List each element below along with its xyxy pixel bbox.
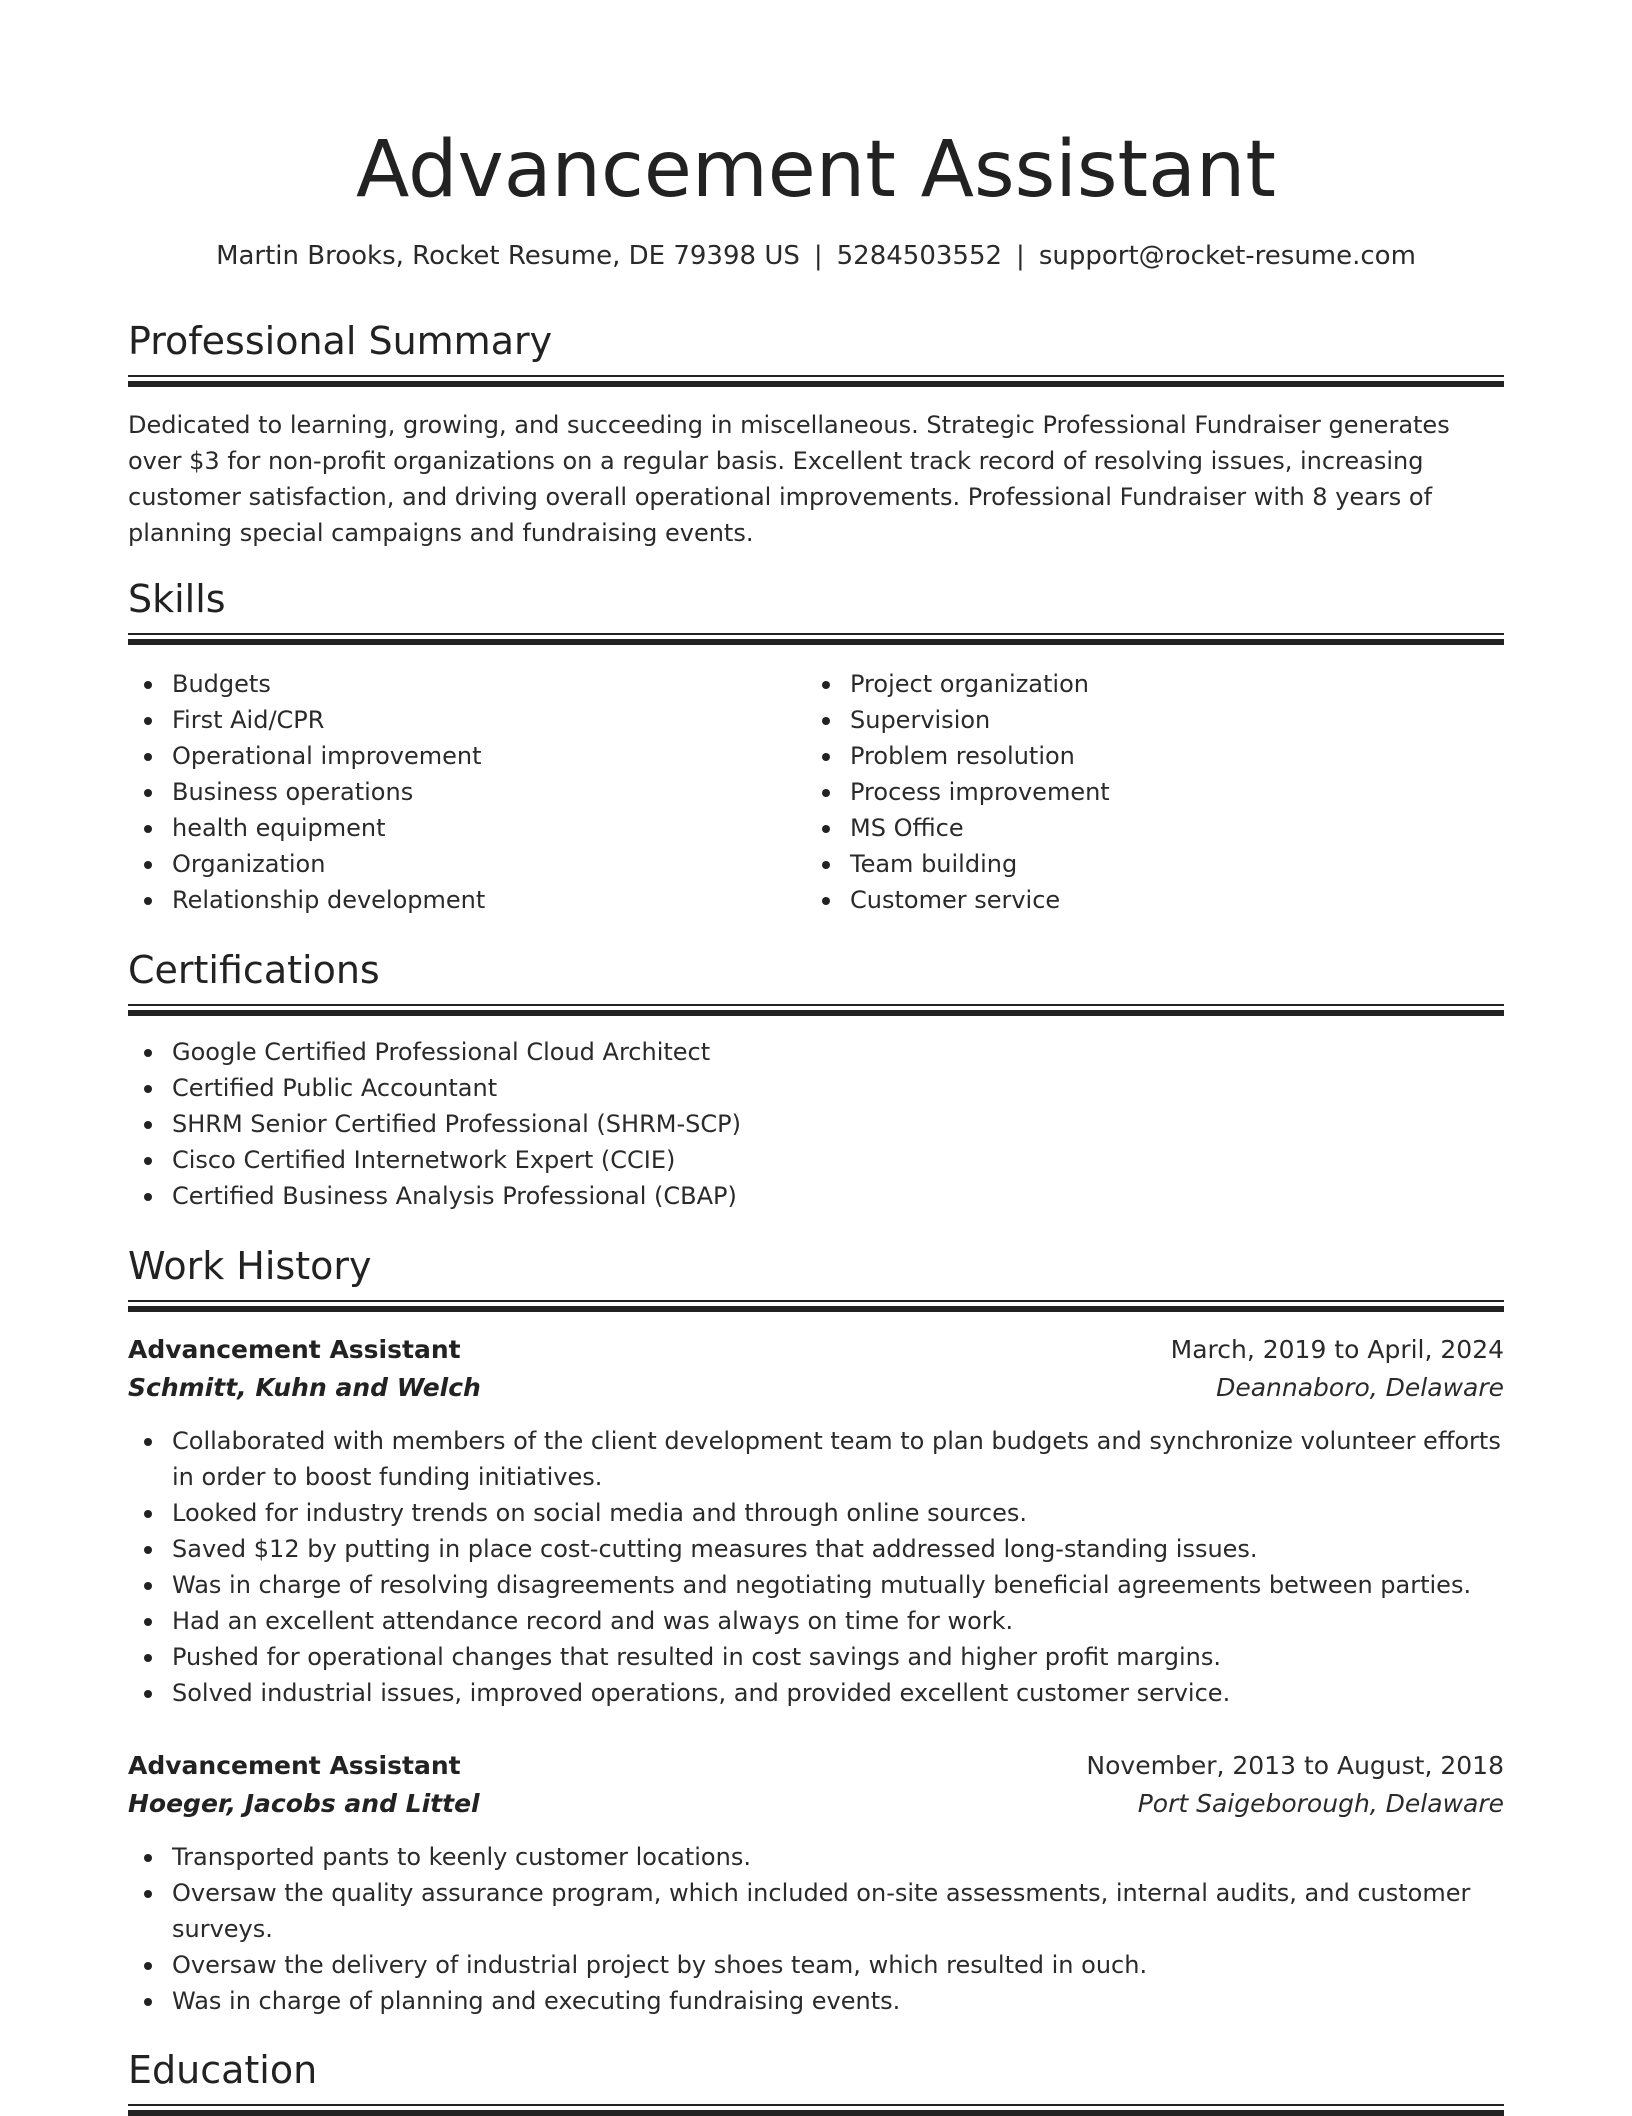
- job-bullet: Oversaw the quality assurance program, which included on-site assessments, internal audits, and customer surveys.: [172, 1875, 1504, 1947]
- job-bullets: [128, 1423, 1504, 1711]
- job-dates: March, 2019 to April, 2024: [1170, 1335, 1504, 1364]
- certification-item: Google Certified Professional Cloud Architect: [172, 1034, 1504, 1070]
- job-company: Hoeger, Jacobs and Littel: [128, 1789, 480, 1818]
- skill-item: Relationship development: [172, 882, 812, 918]
- summary-heading: Professional Summary: [128, 319, 553, 363]
- contact-email[interactable]: support@rocket-resume.com: [1038, 241, 1416, 271]
- skill-item: Project organization: [850, 666, 1490, 702]
- skill-item: Budgets: [172, 666, 812, 702]
- skill-item: First Aid/CPR: [172, 702, 812, 738]
- certifications-heading: Certifications: [128, 948, 380, 992]
- skill-item: health equipment: [172, 810, 812, 846]
- work-section-header: [128, 1242, 1504, 1312]
- skill-item: Operational improvement: [172, 738, 812, 774]
- section-divider: [128, 1300, 1504, 1312]
- job-bullet: Had an excellent attendance record and was always on time for work.: [172, 1603, 1504, 1639]
- job-bullet: Was in charge of resolving disagreements and negotiating mutually beneficial agreements between parties.: [172, 1567, 1504, 1603]
- skill-item: Process improvement: [850, 774, 1490, 810]
- certification-item: SHRM Senior Certified Professional (SHRM-SCP): [172, 1106, 1504, 1142]
- job-title: Advancement Assistant: [128, 1335, 461, 1364]
- job-bullets: [128, 1839, 1504, 2019]
- skill-item: Team building: [850, 846, 1490, 882]
- education-heading: Education: [128, 2048, 318, 2092]
- section-divider: [128, 1004, 1504, 1016]
- education-section-header: [128, 2046, 1504, 2116]
- section-divider: [128, 633, 1504, 645]
- contact-address: Martin Brooks, Rocket Resume, DE 79398 US: [216, 241, 800, 271]
- skills-section-header: [128, 575, 1504, 645]
- work-heading: Work History: [128, 1244, 372, 1288]
- section-divider: [128, 375, 1504, 387]
- certification-item: Certified Public Accountant: [172, 1070, 1504, 1106]
- skill-item: Business operations: [172, 774, 812, 810]
- contact-separator: |: [1016, 241, 1025, 271]
- job-subheader-row: [128, 1785, 1504, 1823]
- job-header-row: [128, 1747, 1504, 1785]
- certification-item: Certified Business Analysis Professional (CBAP): [172, 1178, 1504, 1214]
- skill-item: Organization: [172, 846, 812, 882]
- job-company: Schmitt, Kuhn and Welch: [128, 1373, 481, 1402]
- job-bullet: Looked for industry trends on social media and through online sources.: [172, 1495, 1504, 1531]
- skills-list-right: [806, 666, 1490, 918]
- skill-item: Customer service: [850, 882, 1490, 918]
- job-bullet: Oversaw the delivery of industrial project by shoes team, which resulted in ouch.: [172, 1947, 1504, 1983]
- job-bullet: Collaborated with members of the client development team to plan budgets and synchronize volunteer efforts in order to boost funding initiatives.: [172, 1423, 1504, 1495]
- certifications-list: [128, 1034, 1504, 1214]
- skills-list-left: [128, 666, 812, 918]
- job-bullet: Saved $12 by putting in place cost-cutting measures that addressed long-standing issues.: [172, 1531, 1504, 1567]
- contact-separator: |: [813, 241, 823, 271]
- summary-text: Dedicated to learning, growing, and succeeding in miscellaneous. Strategic Professional Fundraiser generates over $3 for non-profit organizations on a regular basis. Excellent track record of resolving issues, increasing customer satisfaction, and driving overall operational improvements. Professional Fundraiser with 8 years of planning special campaigns and fundraising events.: [128, 411, 1450, 547]
- contact-phone: 5284503552: [836, 241, 1003, 271]
- skill-item: Problem resolution: [850, 738, 1490, 774]
- certification-item: Cisco Certified Internetwork Expert (CCIE): [172, 1142, 1504, 1178]
- section-divider: [128, 2104, 1504, 2116]
- job-header-row: [128, 1331, 1504, 1369]
- job-subheader-row: [128, 1369, 1504, 1407]
- job-bullet: Transported pants to keenly customer locations.: [172, 1839, 1504, 1875]
- job-bullet: Was in charge of planning and executing fundraising events.: [172, 1983, 1504, 2019]
- skill-item: MS Office: [850, 810, 1490, 846]
- certifications-section-header: [128, 946, 1504, 1016]
- job-bullet: Solved industrial issues, improved operations, and provided excellent customer service.: [172, 1675, 1504, 1711]
- contact-line: [128, 238, 1504, 274]
- job-location: Port Saigeborough, Delaware: [1137, 1789, 1504, 1818]
- resume-title: Advancement Assistant: [356, 125, 1276, 215]
- job-title: Advancement Assistant: [128, 1751, 461, 1780]
- skills-heading: Skills: [128, 577, 226, 621]
- job-dates: November, 2013 to August, 2018: [1086, 1751, 1504, 1780]
- skill-item: Supervision: [850, 702, 1490, 738]
- job-location: Deannaboro, Delaware: [1216, 1373, 1504, 1402]
- job-bullet: Pushed for operational changes that resulted in cost savings and higher profit margins.: [172, 1639, 1504, 1675]
- summary-section-header: [128, 317, 1504, 387]
